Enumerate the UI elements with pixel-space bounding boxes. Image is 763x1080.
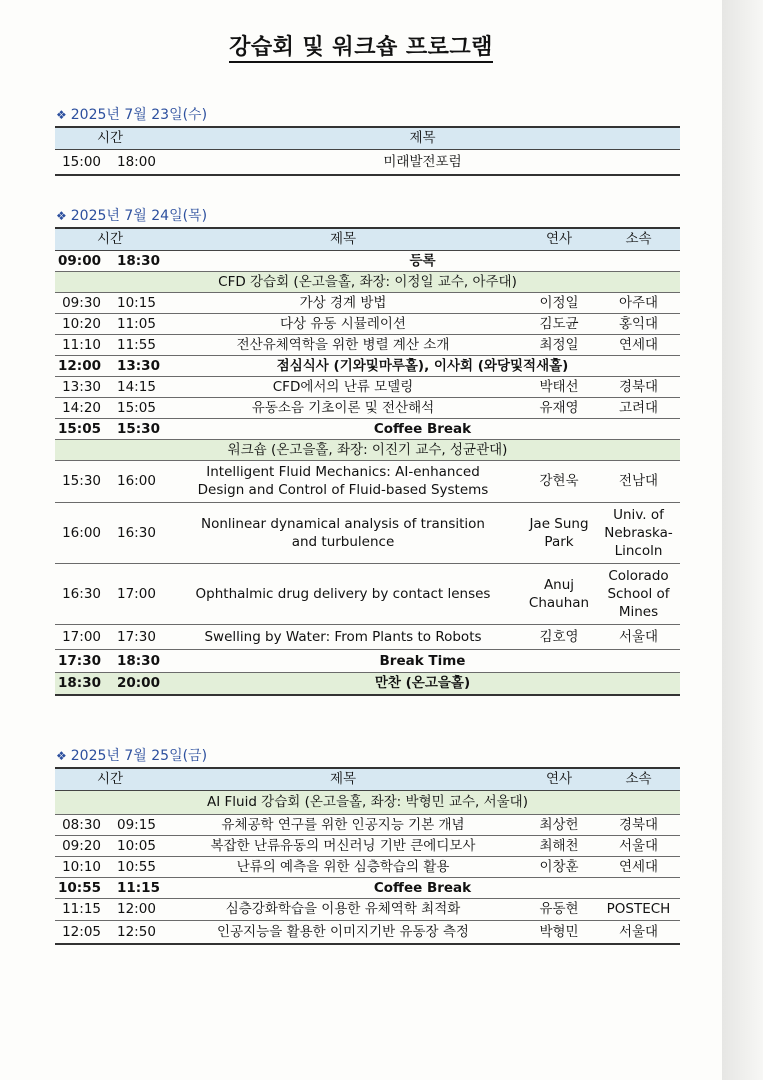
table-cell: 12:00 <box>109 898 165 920</box>
text: Jae Sung <box>529 515 589 532</box>
text: 2025년 7월 24일(목) <box>70 208 208 224</box>
table-cell: 10:10 <box>55 856 109 877</box>
table-cell: 09:00 <box>55 250 109 271</box>
start-time: 15:00 <box>55 149 109 175</box>
table-cell: 17:30 <box>55 649 109 672</box>
table-cell: 08:30 <box>55 814 109 835</box>
table-row <box>55 313 680 334</box>
table-cell: 17:00 <box>109 563 165 624</box>
day1-table <box>55 126 680 176</box>
table-cell <box>165 502 521 563</box>
page-title <box>0 30 722 61</box>
text: Nebraska- <box>604 524 673 541</box>
table-cell: CFD 강습회 (온고을홀, 좌장: 이정일 교수, 아주대) <box>55 271 680 292</box>
table-cell: 경북대 <box>597 376 680 397</box>
table-cell: 고려대 <box>597 397 680 418</box>
table-cell: Coffee Break <box>165 877 680 898</box>
table-cell: 09:30 <box>55 292 109 313</box>
table-row <box>55 502 680 563</box>
header-time: 시간 <box>55 228 165 250</box>
table-cell: 유동현 <box>521 898 597 920</box>
table-cell: 홍익대 <box>597 313 680 334</box>
table-cell: 전남대 <box>597 460 680 502</box>
table-cell: 17:30 <box>109 624 165 649</box>
table-cell: 15:05 <box>55 418 109 439</box>
table-row <box>55 397 680 418</box>
diamond-bullet-icon: ❖ <box>56 209 67 223</box>
table-cell: 김호영 <box>521 624 597 649</box>
table-header <box>55 127 680 149</box>
session-header-row <box>55 439 680 460</box>
subject: 미래발전포럼 <box>165 149 680 175</box>
header-subject: 제목 <box>165 768 521 790</box>
text: Anuj <box>543 576 575 593</box>
table-cell: 11:10 <box>55 334 109 355</box>
day3-date <box>56 745 207 765</box>
table-cell: 16:30 <box>55 563 109 624</box>
table-row <box>55 376 680 397</box>
header-time: 시간 <box>55 127 165 149</box>
table-row <box>55 250 680 271</box>
table-cell <box>521 502 597 563</box>
table-row <box>55 856 680 877</box>
day2-table <box>55 227 680 696</box>
table-cell: 18:30 <box>55 672 109 695</box>
text: Colorado <box>608 567 669 584</box>
table-cell: 전산유체역학을 위한 병렬 계산 소개 <box>165 334 521 355</box>
table-cell: 10:55 <box>109 856 165 877</box>
text: Nonlinear dynamical analysis of transition <box>201 515 485 532</box>
table-row <box>55 920 680 944</box>
table-cell: CFD에서의 난류 모델링 <box>165 376 521 397</box>
table-row <box>55 672 680 695</box>
table-cell: 이창훈 <box>521 856 597 877</box>
table-cell <box>597 563 680 624</box>
table-row <box>55 649 680 672</box>
table-cell: 11:15 <box>55 898 109 920</box>
table-cell: 15:30 <box>109 418 165 439</box>
table-cell: Break Time <box>165 649 680 672</box>
day2-date <box>56 205 207 225</box>
table-cell: 난류의 예측을 위한 심층학습의 활용 <box>165 856 521 877</box>
table-cell <box>165 460 521 502</box>
diamond-bullet-icon: ❖ <box>56 749 67 763</box>
end-time: 18:00 <box>109 149 165 175</box>
text: School of <box>607 585 670 602</box>
table-cell: 12:00 <box>55 355 109 376</box>
table-cell: 20:00 <box>109 672 165 695</box>
table-cell: 18:30 <box>109 250 165 271</box>
header-speaker: 연사 <box>521 228 597 250</box>
table-cell: 09:20 <box>55 835 109 856</box>
table-row <box>55 418 680 439</box>
table-cell: 서울대 <box>597 835 680 856</box>
table-cell: 등록 <box>165 250 680 271</box>
table-cell: 점심식사 (기와및마루홀), 이사회 (와당및적새홀) <box>165 355 680 376</box>
table-cell: 최상헌 <box>521 814 597 835</box>
table-cell: 10:15 <box>109 292 165 313</box>
table-cell: 18:30 <box>109 649 165 672</box>
table-cell: 12:50 <box>109 920 165 944</box>
header-subject: 제목 <box>165 228 521 250</box>
table-cell: 유체공학 연구를 위한 인공지능 기본 개념 <box>165 814 521 835</box>
text: Intelligent Fluid Mechanics: AI-enhanced <box>206 464 480 480</box>
table-cell: 13:30 <box>55 376 109 397</box>
table-row <box>55 355 680 376</box>
table-row <box>55 898 680 920</box>
table-cell: 심층강화학습을 이용한 유체역학 최적화 <box>165 898 521 920</box>
table-row <box>55 877 680 898</box>
table-cell: POSTECH <box>597 898 680 920</box>
table-cell: 12:05 <box>55 920 109 944</box>
session-header-row <box>55 271 680 292</box>
table-cell: 11:15 <box>109 877 165 898</box>
text: Park <box>544 533 574 550</box>
table-cell: 만찬 (온고을홀) <box>165 672 680 695</box>
table-cell <box>597 502 680 563</box>
text: 2025년 7월 25일(금) <box>70 748 208 764</box>
table-cell: 17:00 <box>55 624 109 649</box>
table-row <box>55 149 680 175</box>
table-cell: 이정일 <box>521 292 597 313</box>
table-cell: AI Fluid 강습회 (온고을홀, 좌장: 박형민 교수, 서울대) <box>55 790 680 814</box>
text: Design and Control of Fluid-based Systems <box>197 482 489 498</box>
header-speaker: 연사 <box>521 768 597 790</box>
text: 강습회 및 워크숍 프로그램 <box>229 35 493 63</box>
day1-date <box>56 104 207 124</box>
table-row <box>55 292 680 313</box>
table-cell: 박형민 <box>521 920 597 944</box>
table-cell: 유재영 <box>521 397 597 418</box>
table-cell: 16:00 <box>55 502 109 563</box>
table-cell: 연세대 <box>597 856 680 877</box>
table-cell: 10:05 <box>109 835 165 856</box>
table-row <box>55 814 680 835</box>
table-cell: 유동소음 기초이론 및 전산해석 <box>165 397 521 418</box>
table-cell: 김도균 <box>521 313 597 334</box>
table-cell: 11:55 <box>109 334 165 355</box>
text: and turbulence <box>291 533 395 550</box>
table-cell: 다상 유동 시뮬레이션 <box>165 313 521 334</box>
table-cell: 최해천 <box>521 835 597 856</box>
table-cell: Coffee Break <box>165 418 680 439</box>
table-cell: 10:55 <box>55 877 109 898</box>
table-cell: 10:20 <box>55 313 109 334</box>
table-cell: 14:20 <box>55 397 109 418</box>
table-cell: 16:00 <box>109 460 165 502</box>
table-cell: 09:15 <box>109 814 165 835</box>
diamond-bullet-icon: ❖ <box>56 108 67 122</box>
table-header <box>55 228 680 250</box>
table-cell: 연세대 <box>597 334 680 355</box>
text: 2025년 7월 23일(수) <box>70 107 208 123</box>
header-subject: 제목 <box>165 127 680 149</box>
header-time: 시간 <box>55 768 165 790</box>
text: Lincoln <box>614 542 663 559</box>
table-row <box>55 624 680 649</box>
table-cell: 11:05 <box>109 313 165 334</box>
table-cell: 복잡한 난류유동의 머신러닝 기반 큰에디모사 <box>165 835 521 856</box>
table-cell: 14:15 <box>109 376 165 397</box>
text: Univ. of <box>613 506 664 523</box>
table-header <box>55 768 680 790</box>
table-cell: 박태선 <box>521 376 597 397</box>
text: Chauhan <box>528 594 590 611</box>
table-cell: 가상 경계 방법 <box>165 292 521 313</box>
table-cell: 워크숍 (온고을홀, 좌장: 이진기 교수, 성균관대) <box>55 439 680 460</box>
table-cell: Ophthalmic drug delivery by contact lenses <box>165 563 521 624</box>
day3-table <box>55 767 680 945</box>
table-cell: 서울대 <box>597 920 680 944</box>
table-cell: 경북대 <box>597 814 680 835</box>
table-cell <box>521 563 597 624</box>
session-header-row <box>55 790 680 814</box>
table-cell: Swelling by Water: From Plants to Robots <box>165 624 521 649</box>
table-row <box>55 835 680 856</box>
table-cell: 13:30 <box>109 355 165 376</box>
table-cell: 인공지능을 활용한 이미지기반 유동장 측정 <box>165 920 521 944</box>
table-cell: 강현욱 <box>521 460 597 502</box>
table-cell: 아주대 <box>597 292 680 313</box>
table-cell: 최정일 <box>521 334 597 355</box>
page-edge <box>722 0 763 1080</box>
header-affiliation: 소속 <box>597 228 680 250</box>
text: Mines <box>618 603 659 620</box>
table-cell: 15:05 <box>109 397 165 418</box>
table-cell: 서울대 <box>597 624 680 649</box>
header-affiliation: 소속 <box>597 768 680 790</box>
table-cell: 15:30 <box>55 460 109 502</box>
table-row <box>55 334 680 355</box>
table-cell: 16:30 <box>109 502 165 563</box>
table-row <box>55 460 680 502</box>
table-row <box>55 563 680 624</box>
